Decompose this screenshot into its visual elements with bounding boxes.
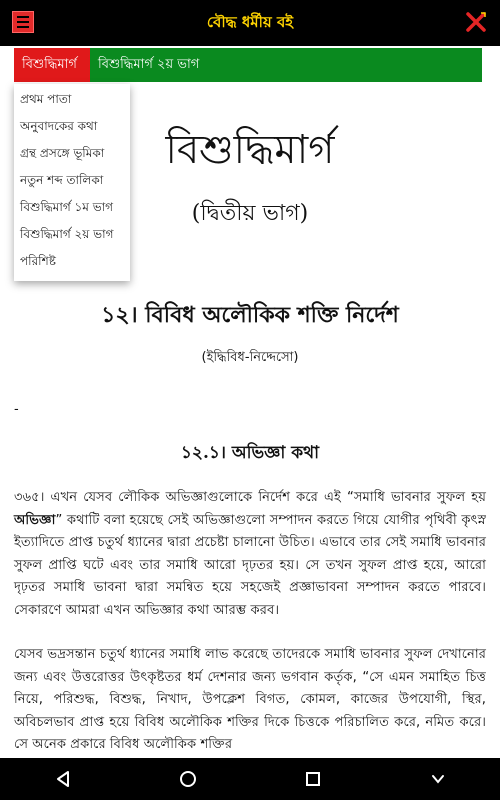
paragraph-1-bold: অভিজ্ঞা (14, 512, 56, 528)
paragraph-1-text-a: ৩৬৫। এখন যেসব লৌকিক অভিজ্ঞাগুলোকে নির্দেশ করে এই “সমাধি ভাবনার সুফল হয় (14, 490, 486, 505)
dropdown-item-home[interactable]: প্রথম পাতা (20, 92, 72, 106)
paragraph-1-text-b: ” কথাটি বলা হয়েছে সেই অভিজ্ঞাগুলো সম্পাদন করতে গিয়ে যোগীর পৃথিবী কৃৎস্ন ইত্যাদিতে প্রাপ্ত চতুর্থ ধ্যানের দ্বারা প্রচেষ্টা চালানো উচিত। এভাবে তার সেই সমাধি ভাবনার সুফল প্রাপ্তি ঘটে এবং তার সমাধি আরো দৃঢ়তর হয়। সে তখন সুফল প্রাপ্ত হয়ে, আরো দৃঢ়তর সমাধি ভাবনা দ্বারা সমন্বিত হয়ে সহজেই প্রজ্ঞাভাবনা সম্পাদন করতে পারবে। সেকারণে আমরা এখন অভিজ্ঞার কথা আরম্ভ করব। (14, 512, 486, 618)
hamburger-icon (17, 26, 29, 28)
tab-bar (14, 48, 482, 82)
recents-square-icon (303, 769, 323, 789)
separator-dash: - (14, 402, 19, 417)
paragraph-1 (14, 487, 486, 622)
close-icon (464, 10, 488, 34)
book-subtitle: (দ্বিতীয় ভাগ) (191, 201, 309, 226)
dropdown-item-part1[interactable]: বিশুদ্ধিমার্গ ১ম ভাগ (20, 200, 114, 214)
section-title: ১২.১। অভিজ্ঞা কথা (180, 443, 320, 463)
system-nav-bar (0, 758, 500, 800)
dropdown-item-glossary[interactable]: নতুন শব্দ তালিকা (20, 173, 104, 187)
dropdown-item-introduction[interactable]: গ্রন্থ প্রসঙ্গে ভূমিকা (20, 146, 105, 160)
tab-bishuddhimarga-part2[interactable]: বিশুদ্ধিমার্গ ২য় ভাগ (98, 56, 200, 72)
app-title: বৌদ্ধ ধর্মীয় বই (206, 12, 294, 31)
home-circle-icon (178, 769, 198, 789)
hamburger-icon (17, 21, 29, 23)
dropdown-item-translator-note[interactable]: অনুবাদকের কথা (20, 119, 98, 133)
close-button[interactable] (464, 10, 488, 34)
menu-button[interactable] (12, 11, 34, 33)
back-button[interactable] (33, 758, 93, 800)
dropdown-menu (14, 84, 130, 281)
chapter-title: ১২। বিবিধ অলৌকিক শক্তি নির্দেশ (101, 302, 399, 328)
paragraph-2: যেসব ভদ্রসন্তান চতুর্থ ধ্যানের সমাধি লাভ করেছে তাদেরকে সমাধি ভাবনার সুফল দেখানোর জন্য এবং উত্তরোত্তর উৎকৃষ্টতর ধর্ম দেশনার জন্য ভগবান কর্তৃক, “সে এমন সমাহিত চিত্ত নিয়ে, পরিশুদ্ধ, বিশুদ্ধ, নিখাদ, উপক্লেশ বিগত, কোমল, কাজের উপযোগী, স্থির, অবিচলভাব প্রাপ্ত হয়ে বিবিধ অলৌকিক শক্তির দিকে চিত্তকে পরিচালিত করে, নমিত করে। সে অনেক প্রকারে বিবিধ অলৌকিক শক্তির (14, 647, 486, 752)
app-bar (0, 0, 500, 46)
back-triangle-icon (53, 769, 73, 789)
hamburger-icon (17, 16, 29, 18)
dropdown-item-part2[interactable]: বিশুদ্ধিমার্গ ২য় ভাগ (20, 227, 114, 241)
chevron-down-icon (428, 769, 448, 789)
book-title: বিশুদ্ধিমার্গ (165, 127, 335, 173)
chapter-subtitle: (ইদ্ধিবিধ-নিদ্দেসো) (201, 350, 299, 365)
dropdown-item-appendix[interactable]: পরিশিষ্ট (20, 254, 56, 268)
recents-button[interactable] (283, 758, 343, 800)
home-button[interactable] (158, 758, 218, 800)
collapse-button[interactable] (408, 758, 468, 800)
tab-bishuddhimarga[interactable]: বিশুদ্ধিমার্গ (14, 48, 90, 82)
